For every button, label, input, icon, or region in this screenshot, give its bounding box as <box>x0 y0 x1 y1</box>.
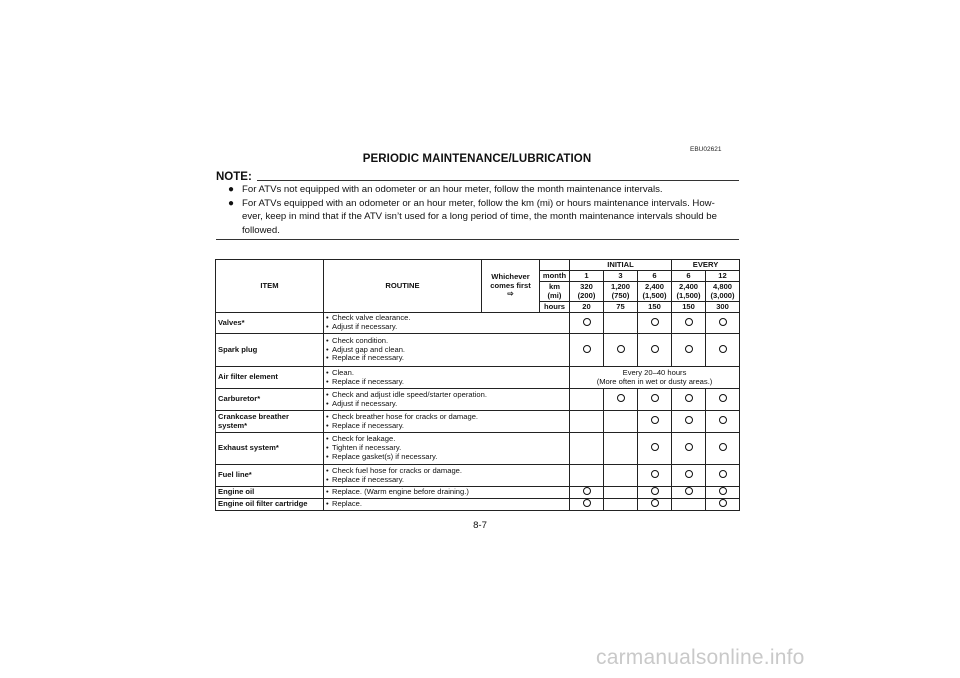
routine-step: • Check valve clearance. <box>326 314 567 323</box>
item-header: ITEM <box>216 260 324 313</box>
interval-cell <box>604 465 638 487</box>
circle-mark-icon <box>685 416 693 424</box>
note-item <box>228 183 740 197</box>
initial-header: INITIAL <box>570 260 672 271</box>
interval-cell <box>706 334 740 367</box>
document-code: EBU02621 <box>690 146 722 153</box>
maintenance-table: ITEM ROUTINE Whichever comes first ⇨ INITIAL EVERY month 1 3 6 6 12 km (mi) 320 (200) 1,200 (750) 2,400 (1,500) 2,400 (1,500) 4,800 (3,000) hours 20 75 150 150 300 Valves* • Check valve clearance. • Adjust if necessary. Spark plug • Check condition. • Adjust gap and clean. • Replace if necessary. Air filter element • Clean. • Replace if necessary. Every 20–40 hours (More often in wet or dusty areas.) Carburetor* • Check and adjust idle speed/starter operation. • Adjust if necessary. Crankcase breather system* • Check breather hose for cracks or damage. • Replace if necessary. Exhaust system* • Check for leakage. • Tighten if necessary. • Replace gasket(s) if necessary. Fuel line* • Check fuel hose for cracks or damage. • Replace if necessary. Engine oil • Replace. (Warm engine before draining.) Engine oil filter cartridge • Replace. <box>215 259 740 511</box>
month-label: month <box>540 271 570 282</box>
routine-step: • Adjust if necessary. <box>326 323 567 332</box>
routine-cell <box>324 499 570 511</box>
routine-step: • Check and adjust idle speed/starter operation. <box>326 391 567 400</box>
circle-mark-icon <box>685 394 693 402</box>
interval-cell <box>638 313 672 334</box>
interval-cell <box>638 411 672 433</box>
routine-step: • Tighten if necessary. <box>326 444 567 453</box>
interval-cell <box>672 465 706 487</box>
circle-mark-icon <box>651 470 659 478</box>
circle-mark-icon <box>651 487 659 495</box>
interval-cell <box>672 499 706 511</box>
routine-step: • Clean. <box>326 369 567 378</box>
note-text: ever, keep in mind that if the ATV isn’t used for a long period of time, the month maintenance intervals should be <box>242 211 717 223</box>
interval-cell <box>672 313 706 334</box>
table-row <box>216 433 740 465</box>
routine-step: • Replace if necessary. <box>326 378 567 387</box>
interval-cell <box>570 313 604 334</box>
routine-header: ROUTINE <box>324 260 482 313</box>
circle-mark-icon <box>617 345 625 353</box>
maintenance-table-body <box>216 313 740 511</box>
table-row <box>216 411 740 433</box>
table-row <box>216 465 740 487</box>
item-name: Air filter element <box>216 367 324 389</box>
routine-step: • Adjust if necessary. <box>326 400 567 409</box>
circle-mark-icon <box>685 470 693 478</box>
interval-note: Every 20–40 hours (More often in wet or dusty areas.) <box>570 367 740 389</box>
interval-cell <box>672 411 706 433</box>
routine-cell <box>324 465 570 487</box>
circle-mark-icon <box>719 487 727 495</box>
routine-step: • Replace gasket(s) if necessary. <box>326 453 567 462</box>
interval-cell <box>604 313 638 334</box>
circle-mark-icon <box>719 416 727 424</box>
note-rule <box>257 180 739 181</box>
interval-cell <box>604 334 638 367</box>
routine-cell <box>324 433 570 465</box>
km-label: km (mi) <box>540 282 570 302</box>
interval-cell <box>706 499 740 511</box>
interval-cell <box>570 465 604 487</box>
circle-mark-icon <box>719 318 727 326</box>
circle-mark-icon <box>583 499 591 507</box>
interval-cell <box>672 389 706 411</box>
interval-cell <box>638 334 672 367</box>
note-list <box>228 183 740 237</box>
routine-cell <box>324 389 570 411</box>
circle-mark-icon <box>685 487 693 495</box>
interval-cell <box>570 433 604 465</box>
page-number: 8-7 <box>473 520 487 531</box>
interval-cell <box>570 334 604 367</box>
arrow-right-icon: ⇨ <box>507 289 514 299</box>
interval-cell <box>570 499 604 511</box>
circle-mark-icon <box>583 318 591 326</box>
table-row <box>216 487 740 499</box>
routine-cell <box>324 411 570 433</box>
interval-cell <box>638 465 672 487</box>
circle-mark-icon <box>583 345 591 353</box>
interval-cell <box>638 389 672 411</box>
circle-mark-icon <box>685 318 693 326</box>
interval-cell <box>638 487 672 499</box>
item-name: Engine oil filter cartridge <box>216 499 324 511</box>
routine-step: • Replace. <box>326 500 567 509</box>
note-label: NOTE: <box>216 171 252 183</box>
circle-mark-icon <box>719 499 727 507</box>
circle-mark-icon <box>651 499 659 507</box>
circle-mark-icon <box>651 318 659 326</box>
circle-mark-icon <box>617 394 625 402</box>
page-title: PERIODIC MAINTENANCE/LUBRICATION <box>362 153 592 165</box>
circle-mark-icon <box>583 487 591 495</box>
circle-mark-icon <box>719 470 727 478</box>
watermark: carmanualsonline.info <box>596 646 805 669</box>
note-item <box>228 197 740 211</box>
item-name: Spark plug <box>216 334 324 367</box>
item-name: Fuel line* <box>216 465 324 487</box>
interval-cell <box>706 465 740 487</box>
routine-step: • Replace if necessary. <box>326 354 567 363</box>
interval-cell <box>706 389 740 411</box>
bullet-icon: ● <box>228 197 235 209</box>
routine-step: • Check for leakage. <box>326 435 567 444</box>
interval-cell <box>638 499 672 511</box>
routine-step: • Check breather hose for cracks or damage. <box>326 413 567 422</box>
note-end-rule <box>216 239 739 240</box>
note-item-continued <box>228 224 740 238</box>
interval-cell <box>672 487 706 499</box>
item-name: Engine oil <box>216 487 324 499</box>
routine-cell <box>324 487 570 499</box>
bullet-icon: ● <box>228 184 235 195</box>
interval-cell <box>604 487 638 499</box>
interval-cell <box>570 487 604 499</box>
routine-step: • Replace if necessary. <box>326 422 567 431</box>
interval-cell <box>604 411 638 433</box>
hours-label: hours <box>540 302 570 313</box>
blank-cell <box>540 260 570 271</box>
interval-cell <box>706 433 740 465</box>
circle-mark-icon <box>651 394 659 402</box>
interval-cell <box>604 433 638 465</box>
interval-cell <box>570 389 604 411</box>
item-name: Valves* <box>216 313 324 334</box>
item-name: Carburetor* <box>216 389 324 411</box>
routine-step: • Check fuel hose for cracks or damage. <box>326 467 567 476</box>
routine-step: • Replace. (Warm engine before draining.) <box>326 488 567 497</box>
circle-mark-icon <box>719 345 727 353</box>
circle-mark-icon <box>651 416 659 424</box>
routine-cell <box>324 334 570 367</box>
interval-cell <box>672 433 706 465</box>
item-name: Crankcase breather system* <box>216 411 324 433</box>
circle-mark-icon <box>685 443 693 451</box>
interval-cell <box>706 487 740 499</box>
interval-cell <box>706 313 740 334</box>
routine-cell <box>324 313 570 334</box>
whichever-cell: Whichever comes first ⇨ <box>482 260 540 313</box>
interval-cell <box>706 411 740 433</box>
circle-mark-icon <box>719 394 727 402</box>
interval-cell <box>604 499 638 511</box>
note-text: followed. <box>242 224 280 236</box>
table-row <box>216 334 740 367</box>
table-row <box>216 367 740 389</box>
routine-step: • Replace if necessary. <box>326 476 567 485</box>
every-header: EVERY <box>672 260 740 271</box>
circle-mark-icon <box>651 345 659 353</box>
routine-step: • Check condition. <box>326 337 567 346</box>
note-item-continued <box>228 210 740 224</box>
interval-cell <box>570 411 604 433</box>
circle-mark-icon <box>651 443 659 451</box>
circle-mark-icon <box>719 443 727 451</box>
circle-mark-icon <box>685 345 693 353</box>
interval-cell <box>604 389 638 411</box>
table-row <box>216 313 740 334</box>
table-row <box>216 389 740 411</box>
table-row <box>216 499 740 511</box>
interval-cell <box>638 433 672 465</box>
interval-cell <box>672 334 706 367</box>
routine-cell <box>324 367 570 389</box>
item-name: Exhaust system* <box>216 433 324 465</box>
note-text: For ATVs equipped with an odometer or an hour meter, follow the km (mi) or hours maintenance intervals. How- <box>242 197 715 209</box>
note-text: For ATVs not equipped with an odometer or an hour meter, follow the month maintenance intervals. <box>242 184 663 195</box>
routine-step: • Adjust gap and clean. <box>326 346 567 355</box>
